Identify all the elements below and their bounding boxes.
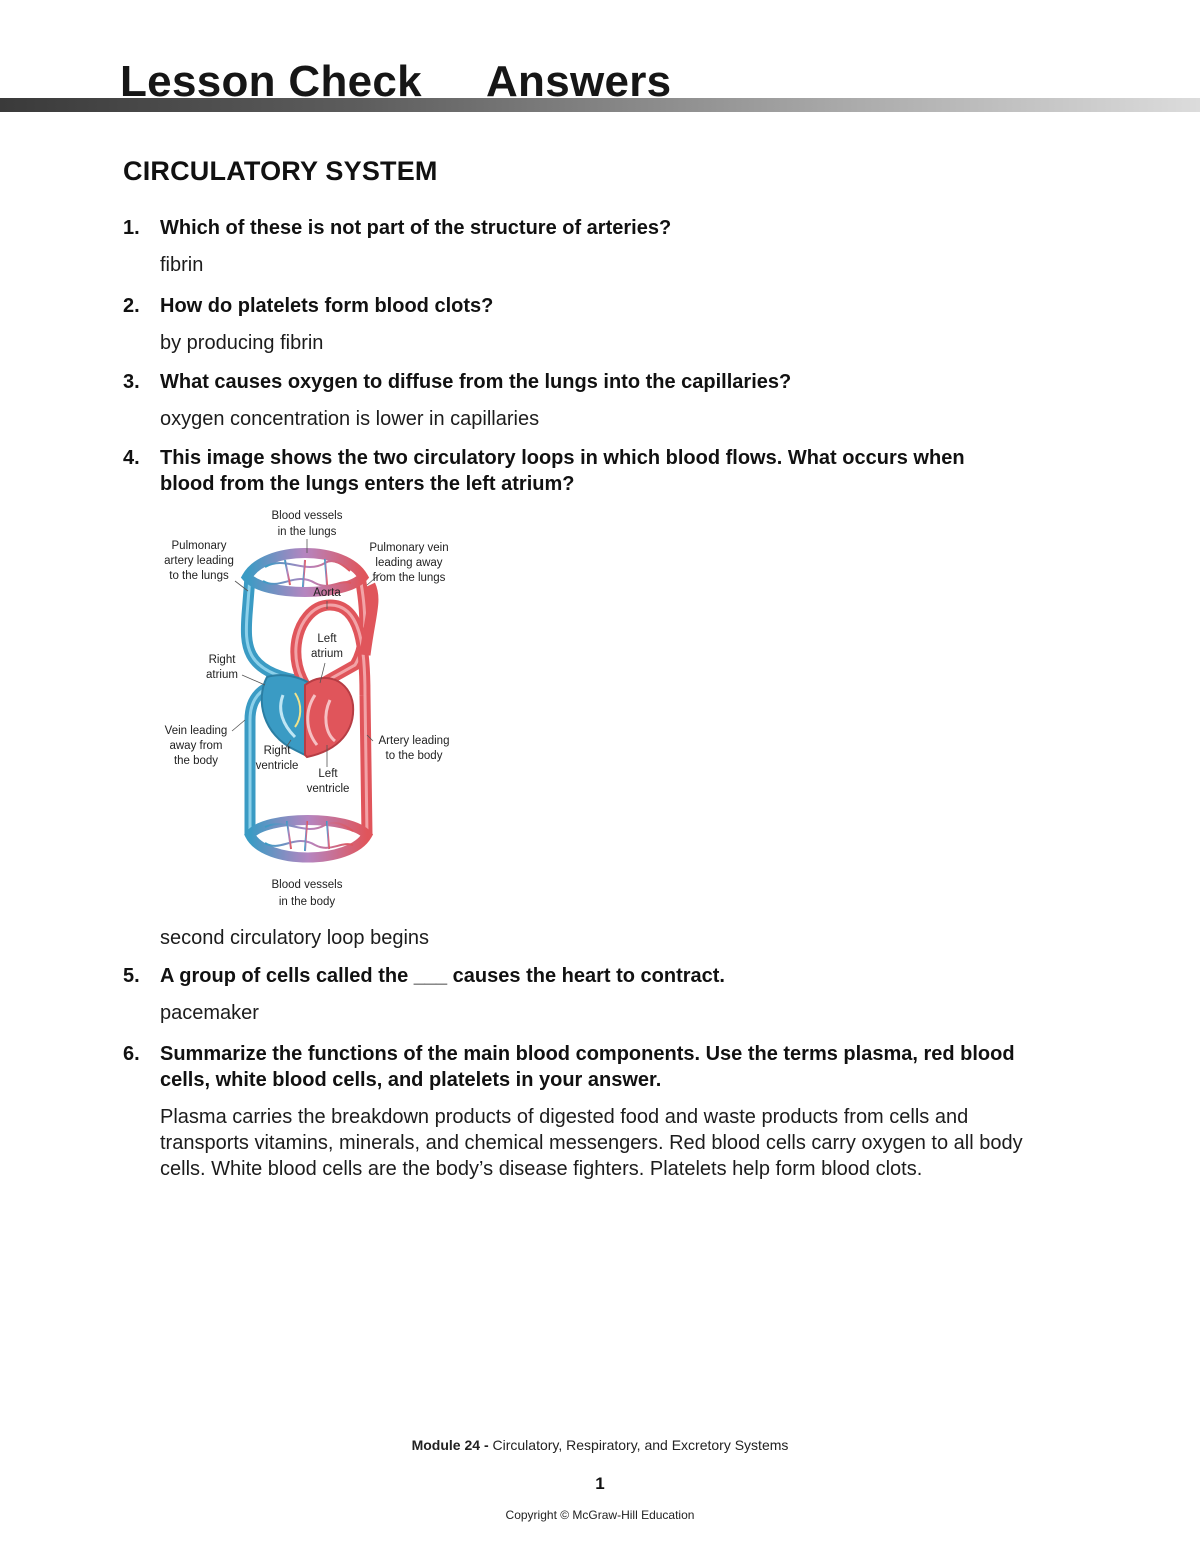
label-right-atrium-1: Right [208, 654, 236, 666]
label-artery-body-1: Artery leading [378, 735, 450, 747]
footer-module [0, 1437, 1200, 1453]
question-text: Summarize the functions of the main blood components. Use the terms plasma, red blood cells, white blood cells, and platelets in your answer. [160, 1043, 1015, 1091]
section-heading: CIRCULATORY SYSTEM [123, 156, 438, 186]
question-text: Which of these is not part of the structure of arteries? [160, 217, 672, 239]
question-text: How do platelets form blood clots? [160, 295, 494, 317]
label-left-atrium-2: atrium [311, 648, 343, 660]
question-number: 6. [123, 1043, 140, 1065]
label-lung-vessels-1: Blood vessels [271, 510, 343, 522]
label-vein-body-3: the body [173, 755, 219, 767]
label-right-ventricle-2: ventricle [255, 760, 299, 772]
question-number: 5. [123, 965, 140, 987]
question-1 [123, 215, 1023, 278]
label-pulmonary-vein-1: Pulmonary vein [369, 542, 449, 554]
question-number: 3. [123, 371, 140, 393]
label-pulmonary-vein-2: leading away [375, 557, 443, 569]
circulatory-loops-diagram [155, 505, 465, 915]
label-right-ventricle-1: Right [263, 745, 291, 757]
footer-module-label: Module 24 - [411, 1437, 489, 1453]
label-pulmonary-artery-3: to the lungs [169, 570, 229, 582]
label-artery-body-2: to the body [385, 750, 443, 762]
label-left-ventricle-1: Left [318, 768, 338, 780]
title-lesson-check: Lesson Check [120, 57, 422, 106]
question-6 [123, 1041, 1023, 1182]
label-left-atrium-1: Left [317, 633, 337, 645]
label-body-vessels-2: in the body [278, 896, 336, 908]
question-number: 2. [123, 295, 140, 317]
label-body-vessels-1: Blood vessels [271, 879, 343, 891]
question-number: 4. [123, 447, 140, 469]
label-vein-body-2: away from [169, 740, 223, 752]
lung-capillaries [263, 559, 351, 587]
title-answers: Answers [485, 57, 672, 106]
label-vein-body-1: Vein leading [164, 725, 228, 737]
left-heart [305, 678, 353, 757]
label-pulmonary-artery-2: artery leading [164, 555, 234, 567]
copyright: Copyright © McGraw-Hill Education [505, 1508, 695, 1522]
question-text: A group of cells called the ___ causes the heart to contract. [160, 965, 725, 987]
question-number: 1. [123, 217, 140, 239]
question-2 [123, 293, 1023, 356]
question-3 [123, 369, 1023, 432]
label-left-ventricle-2: ventricle [306, 783, 350, 795]
page-title [120, 58, 671, 106]
label-pulmonary-artery-1: Pulmonary [171, 540, 227, 552]
label-aorta: Aorta [313, 587, 341, 599]
answer-text-4: second circulatory loop begins [160, 927, 430, 949]
question-text: What causes oxygen to diffuse from the lungs into the capillaries? [160, 371, 792, 393]
question-text: This image shows the two circulatory loops in which blood flows. What occurs when blood from the lungs enters the left atrium? [160, 447, 965, 495]
label-right-atrium-2: atrium [206, 669, 238, 681]
answer-text: oxygen concentration is lower in capillaries [160, 408, 540, 430]
answer-text: pacemaker [160, 1002, 259, 1024]
answer-text: fibrin [160, 254, 204, 276]
footer-module-title: Circulatory, Respiratory, and Excretory Systems [488, 1437, 789, 1453]
label-pulmonary-vein-3: from the lungs [372, 572, 446, 584]
question-4 [123, 445, 1023, 497]
answer-text: Plasma carries the breakdown products of digested food and waste products from cells and transports vitamins, minerals, and chemical messengers. Red blood cells carry oxygen to all body cells. White blood cells are the body’s disease fighters. Platelets help form blood clots. [160, 1106, 1023, 1180]
answer-text: by producing fibrin [160, 332, 324, 354]
label-lung-vessels-2: in the lungs [277, 526, 337, 538]
page-number: 1 [595, 1474, 605, 1493]
question-5 [123, 963, 1023, 1026]
